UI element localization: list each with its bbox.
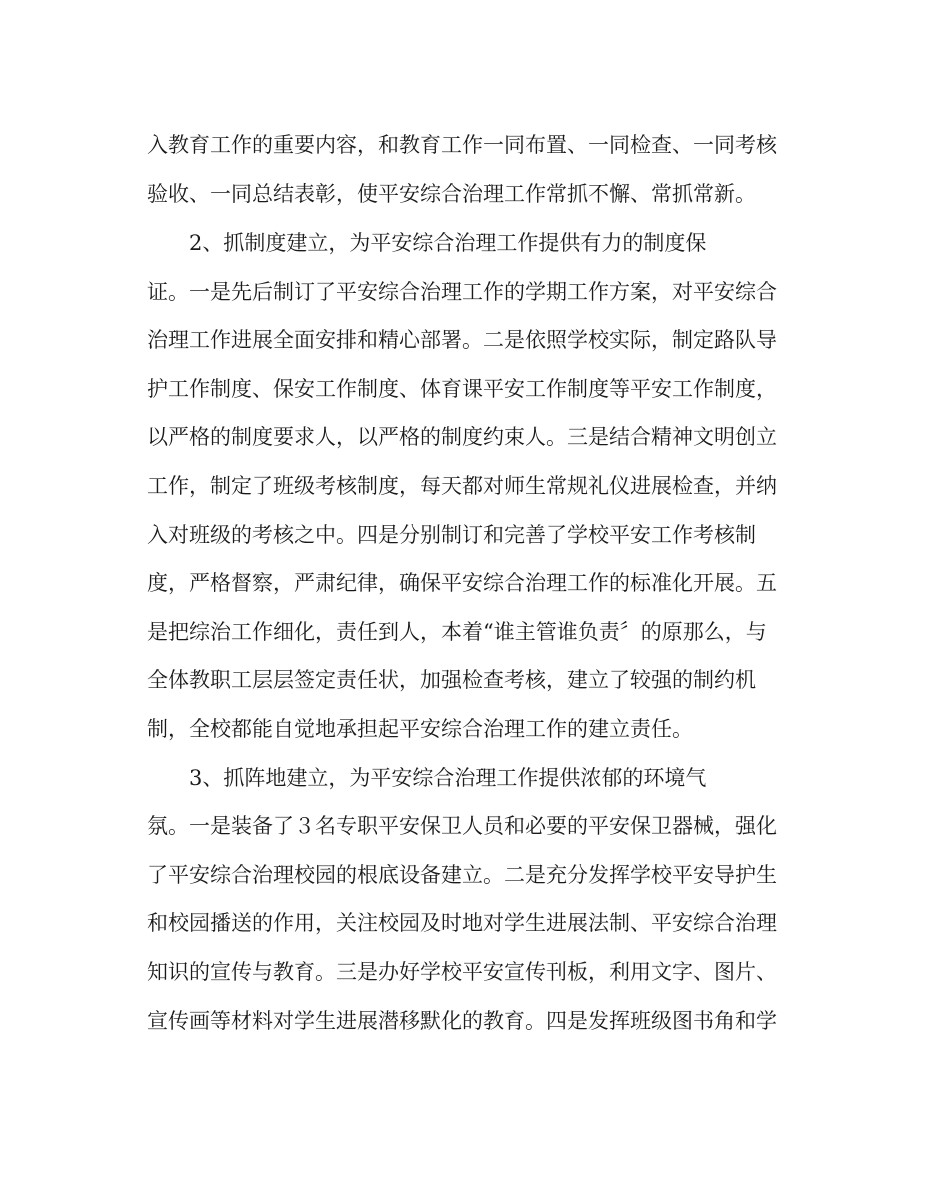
text-line: 证。一是先后制订了平安综合治理工作的学期工作方案，对平安综合: [147, 280, 777, 304]
text-line: 是把综治工作细化，责任到人，本着“谁主管谁负责〞的原那么，与: [147, 620, 767, 644]
text-line: 护工作制度、保安工作制度、体育课平安工作制度等平安工作制度，: [147, 377, 777, 401]
text-line: 全体教职工层层签定责任状，加强检查考核，建立了较强的制约机: [147, 668, 756, 692]
text-line: 入教育工作的重要内容，和教育工作一同布置、一同检查、一同考核: [147, 133, 777, 157]
paragraph-start-line: 2、抓制度建立，为平安综合治理工作提供有力的制度保: [147, 231, 707, 255]
text-line: 验收、一同总结表彰，使平安综合治理工作常抓不懈、常抓常新。: [147, 182, 756, 206]
text-line: 和校园播送的作用，关注校园及时地对学生进展法制、平安综合治理: [147, 911, 777, 935]
text-line: 了平安综合治理校园的根底设备建立。二是充分发挥学校平安导护生: [147, 863, 777, 887]
text-line: 入对班级的考核之中。四是分别制订和完善了学校平安工作考核制: [147, 523, 756, 547]
text-line: 以严格的制度要求人，以严格的制度约束人。三是结合精神文明创立: [147, 425, 777, 449]
text-line: 制，全校都能自觉地承担起平安综合治理工作的建立责任。: [147, 717, 693, 741]
text-line: 氛。一是装备了３名专职平安保卫人员和必要的平安保卫器械，强化: [147, 814, 777, 838]
text-line: 治理工作进展全面安排和精心部署。二是依照学校实际，制定路队导: [147, 328, 777, 352]
text-line: 宣传画等材料对学生进展潜移默化的教育。四是发挥班级图书角和学: [147, 1009, 777, 1033]
text-line: 度，严格督察，严肃纪律，确保平安综合治理工作的标准化开展。五: [147, 571, 777, 595]
paragraph-start-line: 3、抓阵地建立，为平安综合治理工作提供浓郁的环境气: [147, 766, 707, 790]
text-line: 知识的宣传与教育。三是办好学校平安宣传刊板，利用文字、图片、: [147, 960, 777, 984]
text-line: 工作，制定了班级考核制度，每天都对师生常规礼仪进展检查，并纳: [147, 474, 777, 498]
